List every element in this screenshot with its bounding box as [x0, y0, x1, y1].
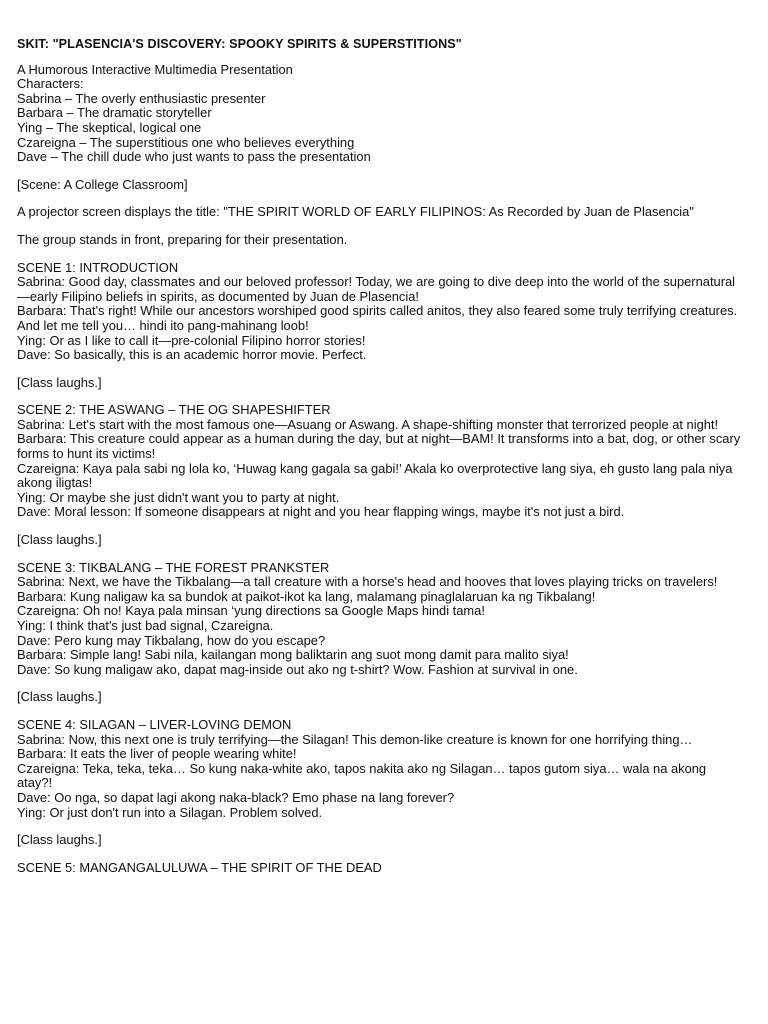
scene-heading: SCENE 5: MANGANGALULUWA – THE SPIRIT OF THE DEAD — [17, 859, 382, 875]
dialogue-line: Czareigna: Oh no! Kaya pala minsan ‘yung directions sa Google Maps hindi tama! — [17, 603, 485, 619]
scene-3 — [17, 561, 741, 678]
dialogue-line: Barbara: It eats the liver of people wearing white! — [17, 746, 297, 762]
document-title: SKIT: "PLASENCIA'S DISCOVERY: SPOOKY SPIRITS & SUPERSTITIONS" — [17, 37, 462, 51]
dialogue-line: Dave: Moral lesson: If someone disappears at night and you hear flapping wings, maybe it's not just a bird. — [17, 504, 625, 520]
scene-2 — [17, 403, 741, 520]
character-line: Sabrina – The overly enthusiastic presenter — [17, 90, 266, 106]
dialogue-line: Ying: Or maybe she just didn't want you to party at night. — [17, 489, 340, 505]
subtitle: A Humorous Interactive Multimedia Presentation — [17, 61, 293, 77]
projector-note: A projector screen displays the title: "THE SPIRIT WORLD OF EARLY FILIPINOS: As Recorded by Juan de Plasencia" — [17, 204, 694, 220]
dialogue-line: Czareigna: Kaya pala sabi ng lola ko, ‘Huwag kang gagala sa gabi!’ Akala ko overprotective lang siya, eh gusto lang pala niya akong iligtas! — [17, 460, 733, 491]
dialogue-line: Dave: Pero kung may Tikbalang, how do you escape? — [17, 632, 326, 648]
dialogue-line: Barbara: That's right! While our ancestors worshiped good spirits called anitos, they also feared some truly terrifying creatures. And let me tell you… hindi ito pang-mahinang loob! — [17, 303, 738, 333]
character-line: Ying – The skeptical, logical one — [17, 119, 202, 135]
character-line: Dave – The chill dude who just wants to pass the presentation — [17, 149, 371, 165]
dialogue-line: Sabrina: Now, this next one is truly terrifying—the Silagan! This demon-like creature is known for one horrifying thing… — [17, 731, 693, 747]
dialogue-line: Barbara: Kung naligaw ka sa bundok at paikot-ikot ka lang, malamang pinaglalaruan ka ng Tikbalang! — [17, 588, 596, 604]
dialogue-line: Sabrina: Let's start with the most famous one—Asuang or Aswang. A shape-shifting monster that terrorized people at night! — [17, 416, 719, 432]
characters-label: Characters: — [17, 76, 84, 92]
dialogue-line: Sabrina: Good day, classmates and our beloved professor! Today, we are going to dive deep into the world of the supernatural—early Filipino beliefs in spirits, as documented by Juan de Plasencia! — [17, 274, 736, 304]
dialogue-line: Dave: Oo nga, so dapat lagi akong naka-black? Emo phase na lang forever? — [17, 789, 455, 805]
dialogue-line: Ying: Or as I like to call it—pre-colonial Filipino horror stories! — [17, 332, 366, 348]
scene-heading: SCENE 3: TIKBALANG – THE FOREST PRANKSTER — [17, 559, 330, 575]
intro-block — [17, 63, 741, 165]
stage-direction: [Class laughs.] — [17, 832, 102, 848]
dialogue-line: Dave: So basically, this is an academic horror movie. Perfect. — [17, 347, 367, 363]
stage-direction: [Class laughs.] — [17, 374, 102, 390]
dialogue-line: Ying: Or just don't run into a Silagan. Problem solved. — [17, 804, 323, 820]
scene-1 — [17, 261, 741, 363]
dialogue-line: Barbara: Simple lang! Sabi nila, kailangan mong baliktarin ang suot mong damit para malito siya! — [17, 647, 569, 663]
stage-direction: [Class laughs.] — [17, 689, 102, 705]
dialogue-line: Ying: I think that's just bad signal, Czareigna. — [17, 618, 274, 633]
scene-heading: SCENE 1: INTRODUCTION — [17, 259, 179, 275]
scene-4 — [17, 718, 741, 820]
scene-setting: [Scene: A College Classroom] — [17, 176, 188, 192]
character-line: Barbara – The dramatic storyteller — [17, 105, 212, 121]
character-line: Czareigna – The superstitious one who believes everything — [17, 134, 355, 150]
document-page — [17, 37, 741, 888]
dialogue-line: Sabrina: Next, we have the Tikbalang—a tall creature with a horse's head and hooves that loves playing tricks on travelers! — [17, 574, 718, 590]
stage-direction: [Class laughs.] — [17, 532, 102, 548]
dialogue-line: Barbara: This creature could appear as a human during the day, but at night—BAM! It transforms into a bat, dog, or other scary forms to hunt its victims! — [17, 431, 741, 462]
scene-5 — [17, 861, 741, 876]
scene-heading: SCENE 4: SILAGAN – LIVER-LOVING DEMON — [17, 716, 292, 732]
group-note: The group stands in front, preparing for their presentation. — [17, 231, 348, 247]
dialogue-line: Czareigna: Teka, teka, teka… So kung naka-white ako, tapos nakita ako ng Silagan… tapos gutom siya… wala na akong atay?! — [17, 760, 707, 791]
scene-heading: SCENE 2: THE ASWANG – THE OG SHAPESHIFTER — [17, 402, 331, 418]
dialogue-line: Dave: So kung maligaw ako, dapat mag-inside out ako ng t-shirt? Wow. Fashion at survival in one. — [17, 661, 578, 677]
